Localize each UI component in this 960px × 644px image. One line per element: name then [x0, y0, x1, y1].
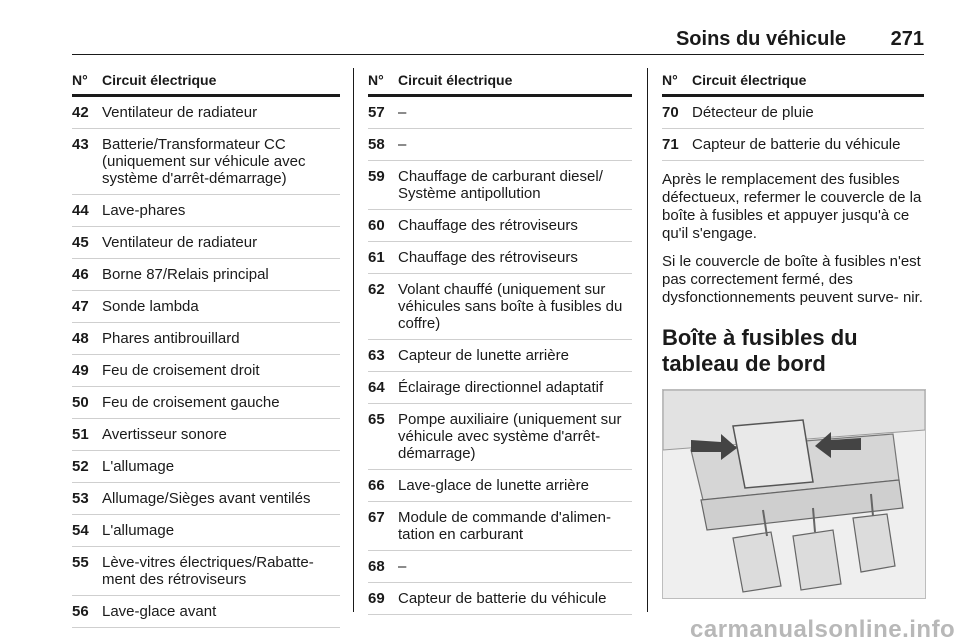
table-row [368, 583, 632, 615]
fuse-circuit: Capteur de lunette arrière [398, 347, 569, 364]
fuse-circuit: L'allumage [102, 458, 175, 475]
column-divider-1 [353, 68, 354, 612]
fuse-circuit: Capteur de batterie du véhicule [398, 590, 607, 607]
table-row [72, 547, 340, 596]
table-row [368, 502, 632, 551]
section-title: Boîte à fusibles du tableau de bord [662, 325, 858, 376]
fuse-table-column-2 [368, 68, 632, 615]
fuse-number: 59 [368, 168, 385, 185]
fuse-number: 56 [72, 603, 89, 620]
table-header [662, 68, 924, 97]
table-header [72, 68, 340, 97]
fuse-circuit: Sonde lambda [102, 298, 199, 315]
table-row [368, 551, 632, 583]
table-row [72, 451, 340, 483]
fuse-circuit: Ventilateur de radiateur [102, 234, 258, 251]
fuse-circuit: Feu de croisement gauche [102, 394, 280, 411]
table-row [368, 129, 632, 161]
header-num: N° [368, 72, 384, 88]
fuse-circuit: Lave-phares [102, 202, 186, 219]
table-row [662, 129, 924, 161]
header-num: N° [662, 72, 678, 88]
fuse-rows [368, 97, 632, 615]
paragraph-cover-warning: Si le couvercle de boîte à fusibles n'est pas correctement fermé, des dysfonctionnements peuvent surve- nir. [662, 253, 923, 306]
fuse-number: 71 [662, 136, 679, 153]
fuse-number: 42 [72, 104, 89, 121]
page-header [72, 24, 924, 55]
fuse-circuit: Module de commande d'alimen- tation en carburant [398, 509, 611, 543]
fuse-number: 53 [72, 490, 89, 507]
fuse-circuit: Lave-glace avant [102, 603, 217, 620]
fuse-number: 50 [72, 394, 89, 411]
fusebox-illustration [663, 390, 925, 598]
fuse-number: 52 [72, 458, 89, 475]
fuse-number: 57 [368, 104, 385, 121]
fuse-circuit: Lève-vitres électriques/Rabatte- ment des rétroviseurs [102, 554, 314, 588]
fuse-rows [72, 97, 340, 628]
paragraph-replace-fuses: Après le remplacement des fusibles défectueux, refermer le couvercle de la boîte à fusibles et appuyer jusqu'à ce qu'il s'engage. [662, 171, 922, 242]
table-row [368, 372, 632, 404]
table-row [72, 227, 340, 259]
fuse-number: 69 [368, 590, 385, 607]
fuse-circuit: Éclairage directionnel adaptatif [398, 379, 604, 396]
fuse-circuit: Chauffage des rétroviseurs [398, 217, 578, 234]
fuse-number: 64 [368, 379, 385, 396]
fuse-number: 51 [72, 426, 89, 443]
header-circuit: Circuit électrique [398, 72, 513, 88]
fuse-number: 45 [72, 234, 89, 251]
fuse-rows [662, 97, 924, 161]
fuse-number: 44 [72, 202, 89, 219]
table-row [72, 323, 340, 355]
fuse-number: 60 [368, 217, 385, 234]
page-number: 271 [890, 28, 924, 50]
fuse-circuit: Borne 87/Relais principal [102, 266, 269, 283]
fuse-circuit: Phares antibrouillard [102, 330, 240, 347]
fuse-number: 65 [368, 411, 385, 428]
header-num: N° [72, 72, 88, 88]
table-row [72, 355, 340, 387]
fuse-number: 68 [368, 558, 385, 575]
table-row [368, 242, 632, 274]
table-row [72, 195, 340, 227]
fuse-number: 61 [368, 249, 385, 266]
fuse-number: 62 [368, 281, 385, 298]
fuse-circuit: Batterie/Transformateur CC (uniquement sur véhicule avec système d'arrêt-démarrage) [102, 136, 306, 187]
table-row [368, 274, 632, 340]
fuse-number: 66 [368, 477, 385, 494]
table-row [72, 483, 340, 515]
fuse-circuit: Feu de croisement droit [102, 362, 260, 379]
watermark: carmanualsonline.info [690, 616, 956, 643]
fuse-number: 63 [368, 347, 385, 364]
fuse-number: 48 [72, 330, 89, 347]
table-row [72, 596, 340, 628]
fuse-number: 46 [72, 266, 89, 283]
fuse-circuit: Lave-glace de lunette arrière [398, 477, 589, 494]
fuse-circuit: Ventilateur de radiateur [102, 104, 258, 121]
page-title: Soins du véhicule [675, 28, 846, 50]
fuse-circuit: – [398, 104, 407, 121]
fuse-number: 49 [72, 362, 89, 379]
fuse-number: 43 [72, 136, 89, 153]
table-row [72, 419, 340, 451]
fuse-circuit: Chauffage de carburant diesel/ Système antipollution [398, 168, 603, 202]
fuse-number: 67 [368, 509, 385, 526]
fuse-number: 47 [72, 298, 89, 315]
table-row [368, 404, 632, 470]
fuse-circuit: Pompe auxiliaire (uniquement sur véhicule avec système d'arrêt-démarrage) [398, 411, 622, 462]
fuse-table-column-3 [662, 68, 924, 599]
table-row [72, 259, 340, 291]
fuse-number: 70 [662, 104, 679, 121]
fuse-circuit: – [398, 558, 407, 575]
table-row [72, 387, 340, 419]
table-row [368, 470, 632, 502]
table-row [368, 161, 632, 210]
fuse-circuit: – [398, 136, 407, 153]
table-row [72, 515, 340, 547]
fuse-number: 55 [72, 554, 89, 571]
column-divider-2 [647, 68, 648, 612]
table-row [368, 210, 632, 242]
header-circuit: Circuit électrique [692, 72, 807, 88]
fuse-circuit: L'allumage [102, 522, 175, 539]
fusebox-photo [662, 389, 926, 599]
fuse-circuit: Volant chauffé (uniquement sur véhicules sans boîte à fusibles du coffre) [398, 281, 623, 332]
table-row [662, 97, 924, 129]
fuse-circuit: Chauffage des rétroviseurs [398, 249, 578, 266]
fuse-table-column-1 [72, 68, 340, 628]
fuse-circuit: Capteur de batterie du véhicule [692, 136, 901, 153]
fuse-circuit: Avertisseur sonore [102, 426, 227, 443]
table-row [368, 340, 632, 372]
table-row [72, 129, 340, 195]
fuse-number: 58 [368, 136, 385, 153]
table-row [368, 97, 632, 129]
table-header [368, 68, 632, 97]
fuse-circuit: Allumage/Sièges avant ventilés [102, 490, 311, 507]
fuse-circuit: Détecteur de pluie [692, 104, 814, 121]
header-circuit: Circuit électrique [102, 72, 217, 88]
table-row [72, 97, 340, 129]
fuse-number: 54 [72, 522, 89, 539]
table-row [72, 291, 340, 323]
